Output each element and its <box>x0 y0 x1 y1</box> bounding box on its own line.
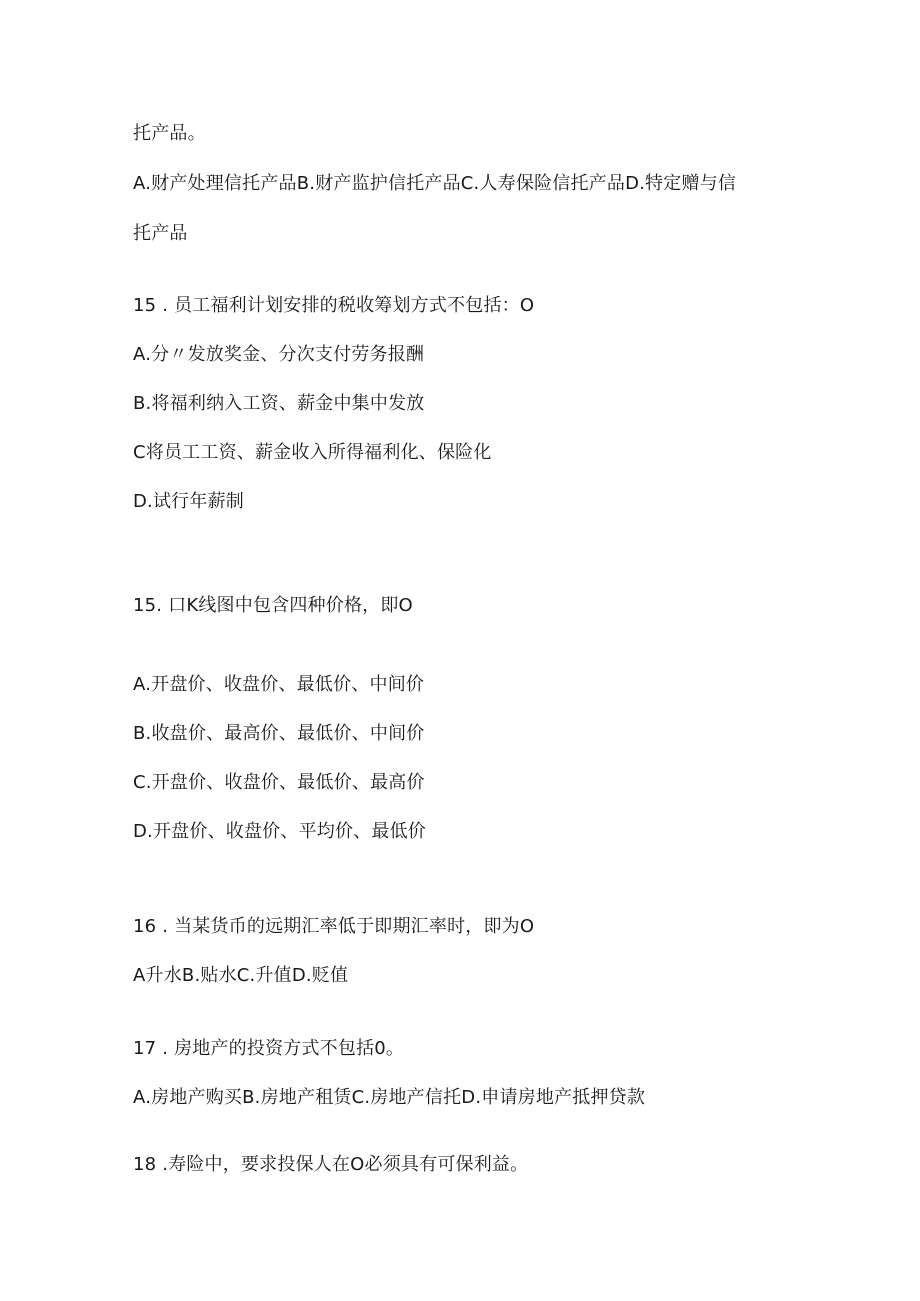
question-15-b: 15. 口K线图中包含四种价格，即O <box>133 595 413 616</box>
question-16: 16 . 当某货币的远期汇率低于即期汇率时，即为O <box>133 916 535 937</box>
question-17: 17 . 房地产的投资方式不包括0。 <box>133 1038 405 1059</box>
option-c: C.开盘价、收盘价、最低价、最高价 <box>133 772 425 793</box>
option-d: D.开盘价、收盘价、平均价、最低价 <box>133 821 426 842</box>
option-line: A.财产处理信托产品B.财产监护信托产品C.人寿保险信托产品D.特定赠与信 <box>133 173 737 194</box>
option-a: A.分〃发放奖金、分次支付劳务报酬 <box>133 344 425 365</box>
option-b: B.将福利纳入工资、薪金中集中发放 <box>133 393 425 414</box>
options-line: A.房地产购买B.房地产租赁C.房地产信托D.申请房地产抵押贷款 <box>133 1087 646 1108</box>
question-15-a: 15 . 员工福利计划安排的税收筹划方式不包括：O <box>133 295 535 316</box>
option-d: D.试行年薪制 <box>133 491 244 512</box>
options-line: A升水B.贴水C.升值D.贬值 <box>133 965 349 986</box>
option-c: C将员工工资、薪金收入所得福利化、保险化 <box>133 442 492 463</box>
option-b: B.收盘价、最高价、最低价、中间价 <box>133 723 425 744</box>
text-line: 托产品。 <box>133 123 206 144</box>
text-line: 托产品 <box>133 223 188 244</box>
question-18: 18 .寿险中，要求投保人在O必须具有可保利益。 <box>133 1154 529 1175</box>
option-a: A.开盘价、收盘价、最低价、中间价 <box>133 674 425 695</box>
